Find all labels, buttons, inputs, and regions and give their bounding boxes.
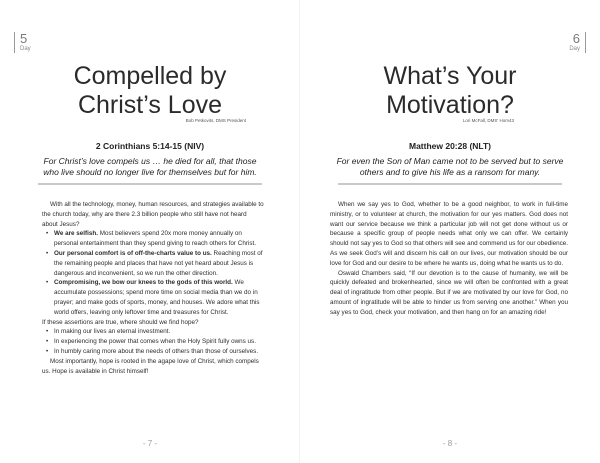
author-byline: Bob Petkovits, DMS President [185,118,246,123]
bullet-text: Reaching most of the remaining people and places that have not yet heard about Jesus is dangerous and inconvenient, so we run the other direction. [54,249,263,277]
page-title [0,62,300,120]
day-marker [14,32,31,53]
list-item [46,278,264,317]
scripture-reference: Matthew 20:28 (NLT) [408,141,492,151]
title-line-2: Christ’s Love [77,91,223,119]
list-item [46,229,264,249]
hope-question: If these assertions are true, where should we find hope? [42,318,199,326]
bullet-text: Most believers spend 20x more money annually on personal entertainment than they spend giving to reach others for Christ. [54,230,256,248]
title-line-1: What’s Your [383,62,517,90]
scripture-reference: 2 Corinthians 5:14-15 (NIV) [95,141,205,151]
page-number: - 7 - [142,439,158,448]
bullet-heading: Compromising, we bow our knees to the gods of this world. [54,279,233,287]
day-number: 6 [572,31,580,46]
hope-list [42,327,264,356]
list-item: • In humbly caring more about the needs of others than those of ourselves. [46,347,264,357]
day-label: Day [569,46,580,52]
devotional-body [42,200,264,376]
bullet-heading: Our personal comfort is of off-the-charts value to us. [54,249,212,257]
bullet-heading: We are selfish. [54,230,98,238]
intro-paragraph: With all the technology, money, human resources, and strategies available to the church today, why are there 2.3 billion people who still have not heard about Jesus? [42,201,264,228]
list-item: • In making our lives an eternal investment. [46,327,264,337]
body-paragraph: When we say yes to God, whether to be a good neighbor, to work in full-time ministry, or to volunteer at church, the motivation for our yes matters. God does not want our service because we think a particular job will not get done without us or because a specific group of people needs what only we can offer. We certainly should not say yes to God so that others will see and commend us for our obedience. As we seek God’s will and discern his call on our lives, our motivation should be our love for God and our desire to be where he wants us, doing what he wants us to do. [330,201,568,267]
day-number: 5 [20,31,28,46]
quote-divider [338,183,562,185]
body-paragraph: Oswald Chambers said, “If our devotion is to the cause of humanity, we will be quickly defeated and brokenhearted, since we will often be confronted with a great deal of ingratitude from other people. But if we are motivated by our love for God, no amount of ingratitude will be able to hinder us from serving one another.” When you say yes to God, check your motivation, and then hang on for an amazing ride! [330,269,568,316]
scripture-quote: For Christ’s love compels us … he died for all, that those who live should no longer live for themselves but for him. [43,156,257,177]
title-line-2: Motivation? [386,91,514,119]
day-marker [569,32,586,53]
title-line-1: Compelled by [73,62,227,90]
reasons-list [42,229,264,317]
day-label: Day [20,46,31,52]
author-byline: Lori McFall, DMS' Hom43 [462,118,514,123]
page-title [300,62,600,120]
quote-divider [38,183,262,185]
bullet-text: We accumulate possessions; spend more time on social media than we do in prayer; and make gods of sports, money, and houses. We adore what this world offers, leaving only leftover time and treasures for Christ. [54,279,260,316]
list-item: • In experiencing the power that comes when the Holy Spirit fully owns us. [46,337,264,347]
closing-paragraph: Most importantly, hope is rooted in the agape love of Christ, which compels us. Hope is available in Christ himself! [42,357,259,375]
devotional-body [330,200,568,318]
right-page [300,0,600,463]
scripture-quote: For even the Son of Man came not to be served but to serve others and to give his life as a ransom for many. [336,156,564,177]
list-item [46,249,264,278]
page-number: - 8 - [442,439,458,448]
